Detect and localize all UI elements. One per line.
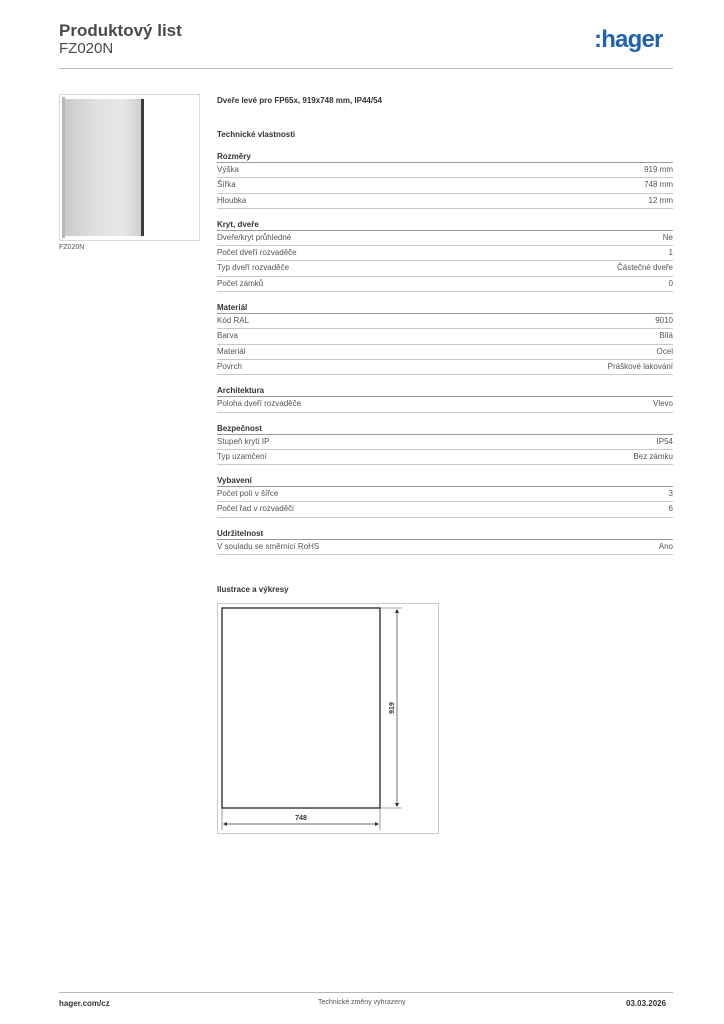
spec-row (217, 163, 673, 178)
spec-row (217, 360, 673, 375)
spec-row (217, 502, 673, 517)
spec-label: Barva (217, 331, 238, 341)
spec-row (217, 329, 673, 344)
spec-row (217, 261, 673, 276)
header-divider (59, 68, 673, 69)
spec-section (217, 528, 673, 555)
section-title: Vybavení (217, 475, 673, 487)
spec-value: 6 (668, 504, 673, 514)
section-title: Kryt, dveře (217, 219, 673, 231)
door-outline (222, 608, 380, 808)
spec-label: Poloha dveří rozvaděče (217, 399, 302, 409)
spec-label: Šířka (217, 180, 236, 190)
spec-value: Vlevo (652, 399, 673, 409)
spec-label: Kód RAL (217, 316, 250, 326)
spec-value: IP54 (656, 436, 673, 446)
spec-value: Bílá (659, 331, 673, 341)
product-image-caption: FZ020N (59, 244, 85, 251)
spec-section (217, 423, 673, 466)
footer-divider (59, 992, 673, 993)
spec-label: Počet řad v rozvaděči (217, 504, 294, 514)
spec-label: Materiál (217, 346, 246, 356)
spec-row (217, 277, 673, 292)
spec-row (217, 314, 673, 329)
spec-label: Typ uzamčení (217, 451, 267, 461)
section-title: Architektura (217, 385, 673, 397)
spec-label: V souladu se směrnicí RoHS (217, 541, 320, 551)
footer-website: hager.com/cz (59, 999, 110, 1008)
spec-value: 919 mm (644, 165, 673, 174)
spec-row (217, 231, 673, 246)
spec-value: Ano (658, 541, 673, 551)
spec-value: Ne (662, 232, 673, 242)
product-code: FZ020N (59, 40, 114, 57)
technical-drawing (217, 603, 439, 834)
technical-properties-heading: Technické vlastnosti (217, 130, 296, 139)
spec-value: 748 mm (644, 180, 673, 190)
spec-value: Ocel (656, 346, 673, 356)
section-title: Bezpečnost (217, 423, 673, 435)
spec-value: 9010 (655, 316, 673, 326)
spec-row (217, 178, 673, 193)
page-title: Produktový list (59, 21, 182, 40)
spec-value: 3 (668, 489, 673, 499)
spec-row (217, 194, 673, 209)
section-title: Rozměry (217, 151, 673, 163)
spec-label: Počet polí v šířce (217, 489, 279, 499)
spec-value: Částečné dveře (616, 263, 673, 273)
hager-logo: :hager (594, 26, 663, 53)
spec-value: 12 mm (648, 195, 673, 205)
illustration-heading: Ilustrace a výkresy (217, 585, 289, 594)
footer-date: 03.03.2026 (626, 999, 667, 1008)
spec-row (217, 397, 673, 412)
spec-label: Počet zámků (217, 278, 264, 288)
spec-section (217, 219, 673, 292)
spec-row (217, 435, 673, 450)
spec-row (217, 487, 673, 502)
spec-section (217, 475, 673, 518)
spec-label: Typ dveří rozvaděče (217, 263, 290, 273)
spec-label: Stupeň krytí IP (217, 436, 270, 446)
spec-label: Výška (217, 165, 239, 174)
spec-row (217, 345, 673, 360)
spec-value: Bez zámku (633, 451, 673, 461)
drawing-svg (218, 604, 440, 835)
product-details (217, 95, 673, 555)
spec-section (217, 151, 673, 209)
spec-row (217, 450, 673, 465)
spec-label: Dveře/kryt průhledné (217, 232, 292, 242)
door-panel (65, 99, 144, 236)
width-dimension-label: 748 (295, 815, 307, 822)
spec-value: 0 (668, 278, 673, 288)
spec-section (217, 302, 673, 375)
spec-label: Počet dveří rozvaděče (217, 248, 297, 258)
product-title: Dveře levé pro FP65x, 919x748 mm, IP44/54 (217, 96, 382, 105)
spec-sections (217, 151, 673, 555)
footer-disclaimer: Technické změny vyhrazeny (318, 999, 406, 1006)
product-image (59, 94, 200, 241)
spec-label: Hloubka (217, 195, 247, 205)
height-dimension-label: 919 (389, 702, 396, 714)
spec-row (217, 540, 673, 555)
spec-label: Povrch (217, 361, 242, 371)
section-title: Udržitelnost (217, 528, 673, 540)
section-title: Materiál (217, 302, 673, 314)
spec-value: Práškové lakování (607, 361, 673, 371)
spec-row (217, 246, 673, 261)
spec-section (217, 385, 673, 412)
spec-value: 1 (668, 248, 673, 258)
